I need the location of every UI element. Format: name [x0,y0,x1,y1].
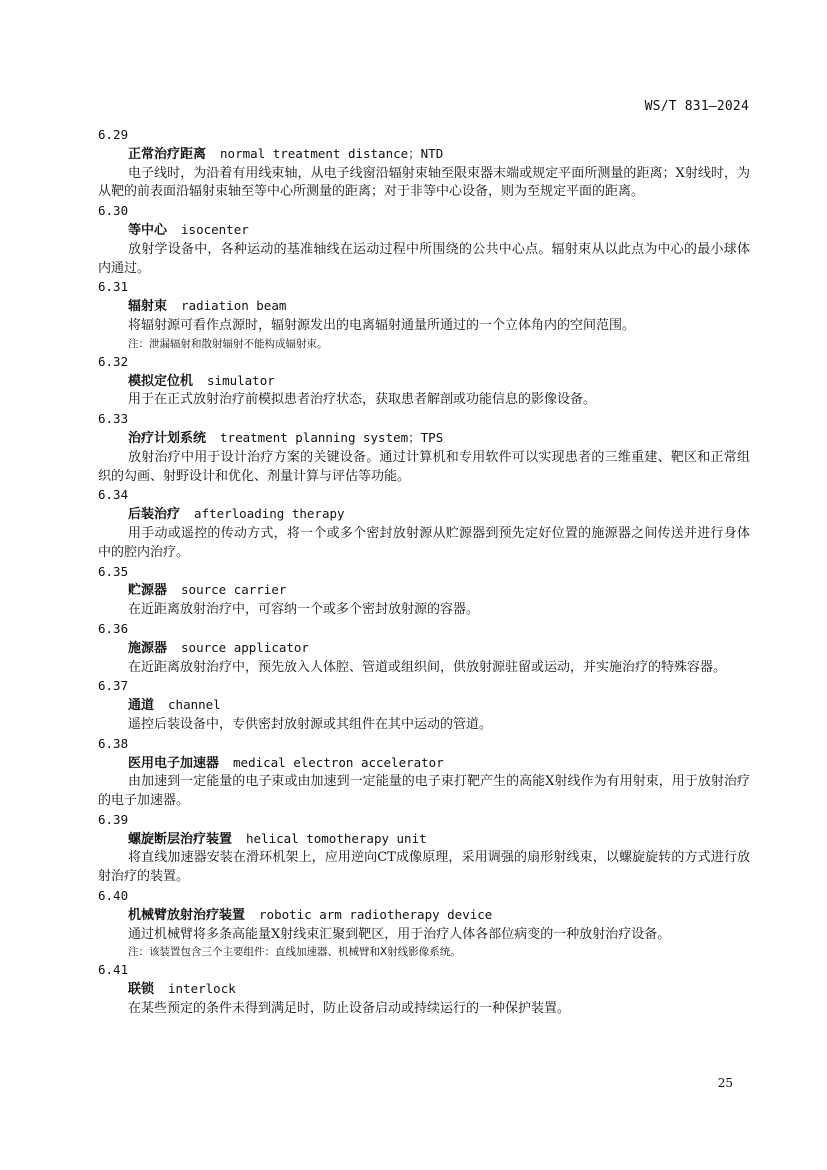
term-definition: 由加速到一定能量的电子束或由加速到一定能量的电子束打靶产生的高能X射线作为有用射束，用于放射治疗的电子加速器。 [98,774,750,809]
term-title [98,830,750,850]
term-chinese: 等中心 [128,222,168,238]
term-english: robotic arm radiotherapy device [259,906,493,922]
term-english: normal treatment distance；NTD [220,145,444,161]
term-definition: 用手动或遥控的传动方式，将一个或多个密封放射源从贮源器到预先定好位置的施源器之间传送并进行身体中的腔内治疗。 [98,525,750,560]
term-definition: 通过机械臂将多条高能量X射线束汇聚到靶区，用于治疗人体各部位病变的一种放射治疗设备。 [128,926,671,942]
term-english: source applicator [181,639,309,655]
term-entry [98,735,750,811]
term-entry [98,811,750,887]
term-entry [98,486,750,562]
term-english: simulator [207,372,275,388]
term-title [98,754,750,774]
term-chinese: 贮源器 [128,583,168,599]
term-english: helical tomotherapy unit [246,830,427,846]
term-entry [98,126,750,202]
term-note: 注：该装置包含三个主要组件：直线加速器、机械臂和X射线影像系统。 [128,946,461,959]
term-number: 6.41 [98,962,129,978]
term-definition: 将辐射源可看作点源时，辐射源发出的电离辐射通量所通过的一个立体角内的空间范围。 [128,317,636,333]
term-title [98,372,750,392]
term-number: 6.40 [98,888,129,904]
term-definition: 将直线加速器安装在滑环机架上，应用逆向CT成像原理，采用调强的扇形射线束，以螺旋旋转的方式进行放射治疗的装置。 [98,850,750,885]
term-number: 6.31 [98,279,129,295]
term-title [98,639,750,659]
term-entry [98,563,750,620]
term-list [98,126,750,1019]
term-number: 6.34 [98,487,129,503]
term-title [98,221,750,241]
term-number: 6.36 [98,620,129,636]
term-definition: 在某些预定的条件未得到满足时，防止设备启动或持续运行的一种保护装置。 [128,1001,571,1017]
term-english: radiation beam [181,298,287,314]
term-definition: 用于在正式放射治疗前模拟患者治疗状态，获取患者解剖或功能信息的影像设备。 [128,392,597,408]
term-chinese: 施源器 [128,640,168,656]
term-english: afterloading therapy [194,506,345,522]
term-number: 6.29 [98,127,129,142]
term-chinese: 联锁 [128,982,155,998]
term-chinese: 正常治疗距离 [128,146,207,162]
term-entry [98,353,750,410]
term-number: 6.38 [98,735,129,751]
term-definition: 在近距离放射治疗中，可容纳一个或多个密封放射源的容器。 [128,602,480,618]
term-entry [98,887,750,961]
term-title [98,429,750,449]
term-title [98,505,750,525]
term-definition: 放射治疗中用于设计治疗方案的关键设备。通过计算机和专用软件可以实现患者的三维重建、靶区和正常组织的勾画、射野设计和优化、剂量计算与评估等功能。 [98,449,750,484]
term-definition: 电子线时，为沿着有用线束轴，从电子线窗沿辐射束轴至限束器末端或规定平面所测量的距离；X射线时，为从靶的前表面沿辐射束轴至等中心所测量的距离；对于非等中心设备，则为至规定平面的距离。 [98,165,750,200]
document-code: WS/T 831—2024 [644,99,749,114]
term-title [98,581,750,601]
term-number: 6.39 [98,811,129,827]
term-chinese: 辐射束 [128,299,168,315]
term-definition: 遥控后装设备中，专供密封放射源或其组件在其中运动的管道。 [128,716,493,732]
term-english: treatment planning system；TPS [220,429,444,445]
term-definition: 放射学设备中，各种运动的基准轴线在运动过程中所围绕的公共中心点。辐射束从以此点为中心的最小球体内通过。 [98,241,750,276]
term-english: source carrier [181,582,287,598]
term-chinese: 模拟定位机 [128,373,194,389]
term-english: channel [168,697,221,713]
term-definition: 在近距离放射治疗中，预先放入人体腔、管道或组织间，供放射源驻留或运动，并实施治疗的特殊容器。 [128,659,727,675]
term-title [98,906,750,926]
term-title [98,980,750,1000]
term-title [98,145,750,165]
term-chinese: 螺旋断层治疗装置 [128,831,233,847]
term-entry [98,677,750,734]
term-title [98,696,750,716]
term-entry [98,202,750,278]
term-number: 6.32 [98,353,129,369]
term-english: medical electron accelerator [233,754,444,770]
term-chinese: 通道 [128,698,155,714]
term-number: 6.30 [98,203,129,219]
term-entry [98,961,750,1018]
term-chinese: 后装治疗 [128,507,181,523]
term-english: interlock [168,981,236,997]
term-entry [98,410,750,486]
page-number: 25 [717,1076,733,1090]
term-number: 6.33 [98,411,129,427]
term-entry [98,278,750,352]
term-chinese: 治疗计划系统 [128,430,207,446]
term-number: 6.35 [98,563,129,579]
term-chinese: 医用电子加速器 [128,755,220,771]
term-chinese: 机械臂放射治疗装置 [128,907,246,923]
term-title [98,297,750,317]
term-english: isocenter [181,221,249,237]
term-number: 6.37 [98,678,129,694]
term-entry [98,620,750,677]
term-note: 注：泄漏辐射和散射辐射不能构成辐射束。 [128,337,328,350]
